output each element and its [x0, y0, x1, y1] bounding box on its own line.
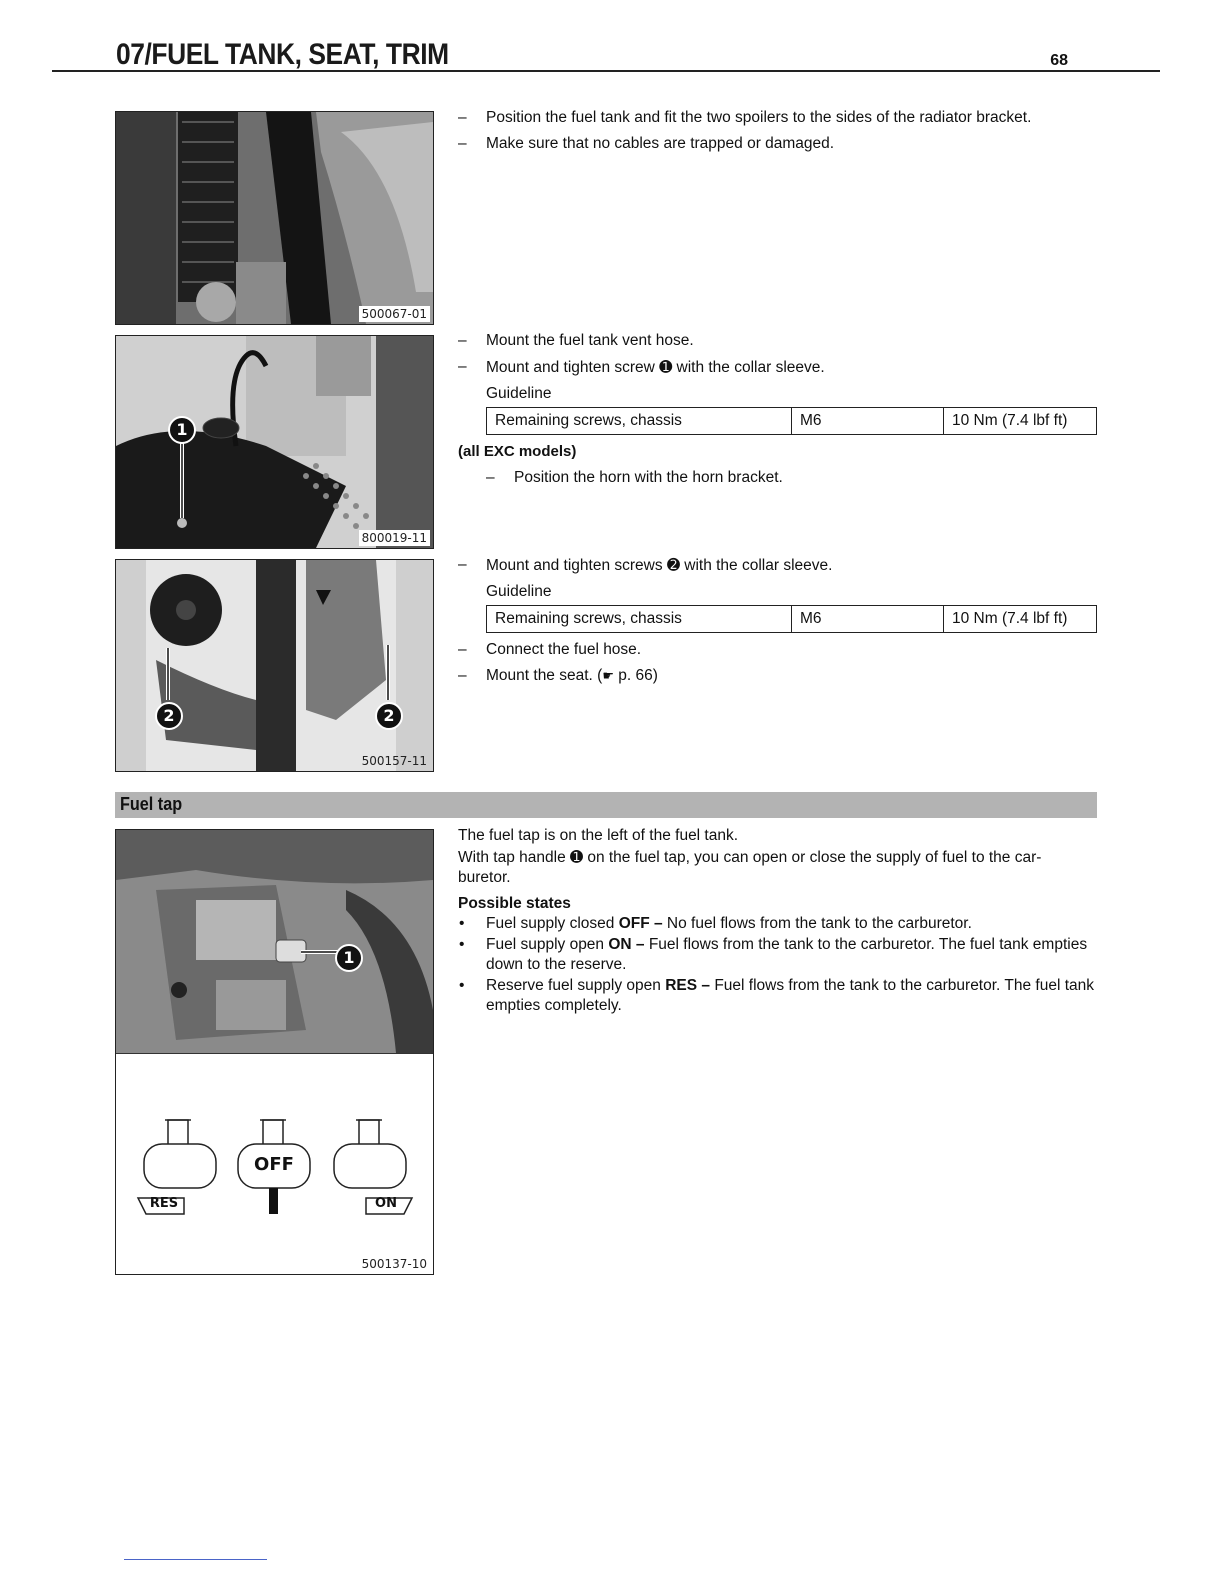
step-mount-vent-hose: – Mount the fuel tank vent hose.: [458, 328, 1098, 354]
tap-label-off: OFF: [254, 1154, 294, 1175]
step-text-a: Mount and tighten screws: [486, 557, 667, 574]
state-text: Fuel flows from the tank to the carburetor. The fuel tank empties down to the reserve.: [486, 935, 1088, 973]
table-row: [487, 606, 1097, 633]
step-check-cables: – Make sure that no cables are trapped or damaged.: [458, 131, 1098, 157]
model-note: (all EXC models): [458, 443, 577, 460]
callout-ref-1: ➊: [659, 358, 673, 376]
state-key: OFF: [618, 915, 650, 932]
step-text-a: Mount the seat. (: [486, 667, 603, 684]
section-title: Fuel tap: [120, 794, 183, 814]
table-cell-screw: Remaining screws, chassis: [487, 408, 792, 435]
state-text: No fuel flows from the tank to the carburetor.: [666, 915, 972, 932]
table-cell-torque: 10 Nm (7.4 lbf ft): [944, 408, 1097, 435]
section-header-fuel-tap: [115, 792, 1097, 818]
steps-block-2: [458, 328, 1098, 491]
figure-horn: [115, 559, 434, 772]
callout-ref-2: ➋: [666, 556, 680, 574]
step-tighten-screws-2: [458, 552, 1098, 579]
photo-tank-radiator: [116, 112, 433, 324]
page-reference-link[interactable]: p. 66): [613, 667, 658, 684]
state-separator: –: [697, 976, 715, 994]
state-item-off: [458, 914, 1098, 935]
photo-horn: [116, 560, 433, 771]
state-prefix: Fuel supply closed: [486, 915, 619, 932]
figure-tank-radiator: [115, 111, 434, 325]
table-cell-thread: M6: [792, 408, 944, 435]
state-key: RES: [665, 976, 698, 994]
figure-id: 500067-01: [359, 306, 430, 322]
state-separator: –: [649, 915, 667, 932]
step-mount-seat: [458, 663, 1098, 690]
intro-text-b: on the fuel tap, you can open or close the supply of fuel to the car-: [583, 848, 1042, 866]
state-text: Fuel flows from the tank to the carburetor. The fuel tank empties completely.: [486, 976, 1094, 1014]
callout-marker-1: 1: [335, 944, 363, 972]
guideline-label: Guideline: [486, 583, 552, 600]
step-text-b: with the collar sleeve.: [679, 557, 833, 574]
intro-text-a: With tap handle: [458, 848, 571, 866]
tap-label-on: ON: [375, 1196, 397, 1211]
figure-id: 500157-11: [361, 754, 427, 768]
state-item-res: [458, 976, 1098, 1017]
callout-marker-2b: 2: [375, 702, 403, 730]
footer-link-underline[interactable]: [124, 1558, 267, 1560]
photo-vent-hose: [116, 336, 433, 548]
intro-line-1: The fuel tap is on the left of the fuel tank.: [458, 827, 739, 844]
table-cell-torque: 10 Nm (7.4 lbf ft): [944, 606, 1097, 633]
torque-table: [486, 605, 1097, 633]
page-number: 68: [1050, 52, 1068, 69]
table-row: [487, 408, 1097, 435]
page-header: [52, 36, 1160, 72]
possible-states-heading: Possible states: [458, 894, 571, 912]
steps-block-3: [458, 552, 1098, 690]
fuel-tap-description: [458, 826, 1098, 1017]
figure-fuel-tap: [115, 829, 434, 1275]
callout-marker-1: 1: [168, 416, 196, 444]
tap-label-res: RES: [149, 1196, 179, 1211]
state-prefix: Reserve fuel supply open: [486, 976, 666, 994]
table-cell-screw: Remaining screws, chassis: [487, 606, 792, 633]
step-position-horn: – Position the horn with the horn bracket.: [458, 465, 1098, 491]
callout-marker-2a: 2: [155, 702, 183, 730]
step-position-tank: – Position the fuel tank and fit the two spoilers to the sides of the radiator bracket.: [458, 105, 1098, 131]
step-text-a: Mount and tighten screw: [486, 359, 660, 376]
figure-vent-hose: [115, 335, 434, 549]
table-cell-thread: M6: [792, 606, 944, 633]
figure-id: 500137-10: [359, 1256, 430, 1272]
guideline-label: Guideline: [486, 385, 552, 402]
callout-ref-1: ➊: [570, 847, 584, 866]
state-key: ON: [608, 935, 632, 953]
state-separator: –: [631, 935, 649, 953]
figure-id: 800019-11: [359, 530, 430, 546]
steps-block-1: [458, 105, 1098, 157]
step-connect-fuel-hose: – Connect the fuel hose.: [458, 637, 1098, 663]
intro-line-3: buretor.: [458, 869, 511, 886]
pointing-hand-icon: ☛: [602, 669, 614, 684]
step-tighten-screw-1: [458, 354, 1098, 381]
page-title: 07/FUEL TANK, SEAT, TRIM: [116, 38, 449, 71]
step-text-b: with the collar sleeve.: [672, 359, 825, 376]
intro-line-2: [458, 847, 1098, 869]
state-prefix: Fuel supply open: [486, 935, 609, 953]
state-item-on: [458, 935, 1098, 976]
torque-table: [486, 407, 1097, 435]
